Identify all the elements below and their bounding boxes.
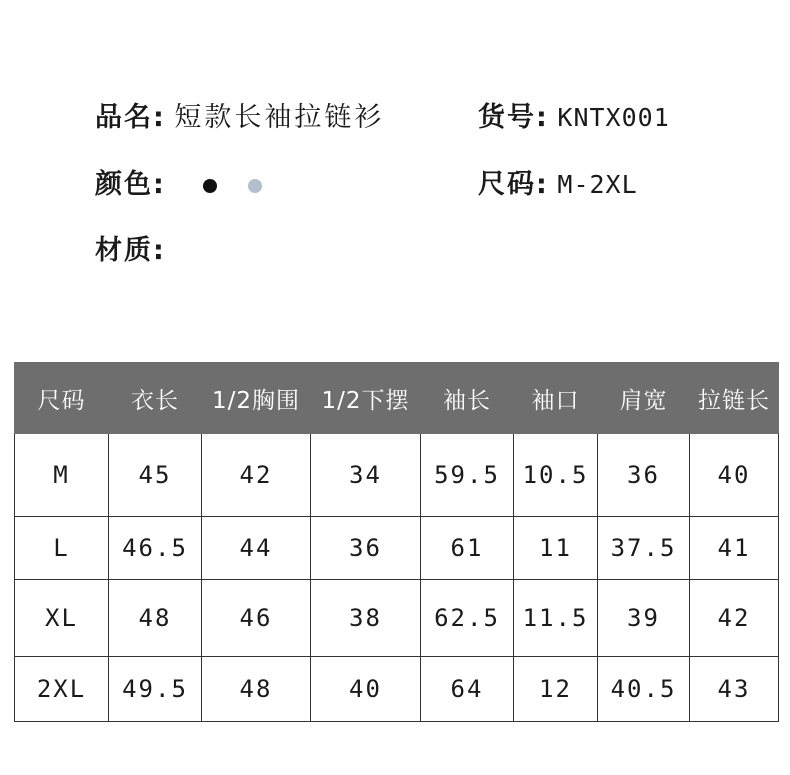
table-row (15, 434, 779, 517)
size-range-label: 尺码: (478, 169, 549, 200)
product-name-label: 品名: (95, 102, 166, 133)
color-swatch-black (203, 179, 217, 193)
table-cell: 37.5 (598, 517, 690, 580)
header-half-chest: 1/2胸围 (202, 363, 311, 434)
table-cell: 34 (311, 434, 421, 517)
table-cell: 61 (421, 517, 514, 580)
table-cell: 41 (690, 517, 779, 580)
table-cell: 39 (598, 580, 690, 657)
header-half-hem: 1/2下摆 (311, 363, 421, 434)
material-line (95, 235, 166, 267)
material-label: 材质: (95, 235, 166, 266)
table-cell: 36 (598, 434, 690, 517)
color-line (95, 169, 284, 201)
table-cell: 42 (202, 434, 311, 517)
size-chart-header-row (15, 363, 779, 434)
table-cell: L (15, 517, 109, 580)
size-range-line (478, 169, 638, 201)
header-shoulder: 肩宽 (598, 363, 690, 434)
size-range-value: M-2XL (557, 170, 638, 199)
table-cell: 48 (109, 580, 202, 657)
table-row (15, 517, 779, 580)
table-cell: 40.5 (598, 657, 690, 722)
sku-label: 货号: (478, 102, 549, 133)
header-size: 尺码 (15, 363, 109, 434)
header-length: 衣长 (109, 363, 202, 434)
table-cell: 62.5 (421, 580, 514, 657)
product-name-value: 短款长袖拉链衫 (174, 102, 385, 133)
table-cell: 38 (311, 580, 421, 657)
table-cell: 45 (109, 434, 202, 517)
table-cell: 46.5 (109, 517, 202, 580)
header-cuff: 袖口 (514, 363, 598, 434)
table-cell: 48 (202, 657, 311, 722)
color-swatch-light-blue-gray (248, 179, 262, 193)
table-row (15, 580, 779, 657)
table-cell: 59.5 (421, 434, 514, 517)
product-name-line (95, 102, 384, 134)
table-cell: 11 (514, 517, 598, 580)
table-row (15, 657, 779, 722)
table-cell: 64 (421, 657, 514, 722)
table-cell: 49.5 (109, 657, 202, 722)
table-cell: 12 (514, 657, 598, 722)
table-cell: 11.5 (514, 580, 598, 657)
table-cell: 43 (690, 657, 779, 722)
table-cell: XL (15, 580, 109, 657)
color-label: 颜色: (95, 169, 166, 200)
table-cell: 46 (202, 580, 311, 657)
table-cell: 40 (690, 434, 779, 517)
table-cell: 10.5 (514, 434, 598, 517)
sku-value: KNTX001 (557, 103, 670, 132)
table-cell: 44 (202, 517, 311, 580)
table-cell: 2XL (15, 657, 109, 722)
table-cell: 42 (690, 580, 779, 657)
header-sleeve-length: 袖长 (421, 363, 514, 434)
table-cell: 40 (311, 657, 421, 722)
table-cell: M (15, 434, 109, 517)
table-cell: 36 (311, 517, 421, 580)
sku-line (478, 102, 670, 134)
header-zipper-length: 拉链长 (690, 363, 779, 434)
size-chart-table (14, 362, 779, 722)
